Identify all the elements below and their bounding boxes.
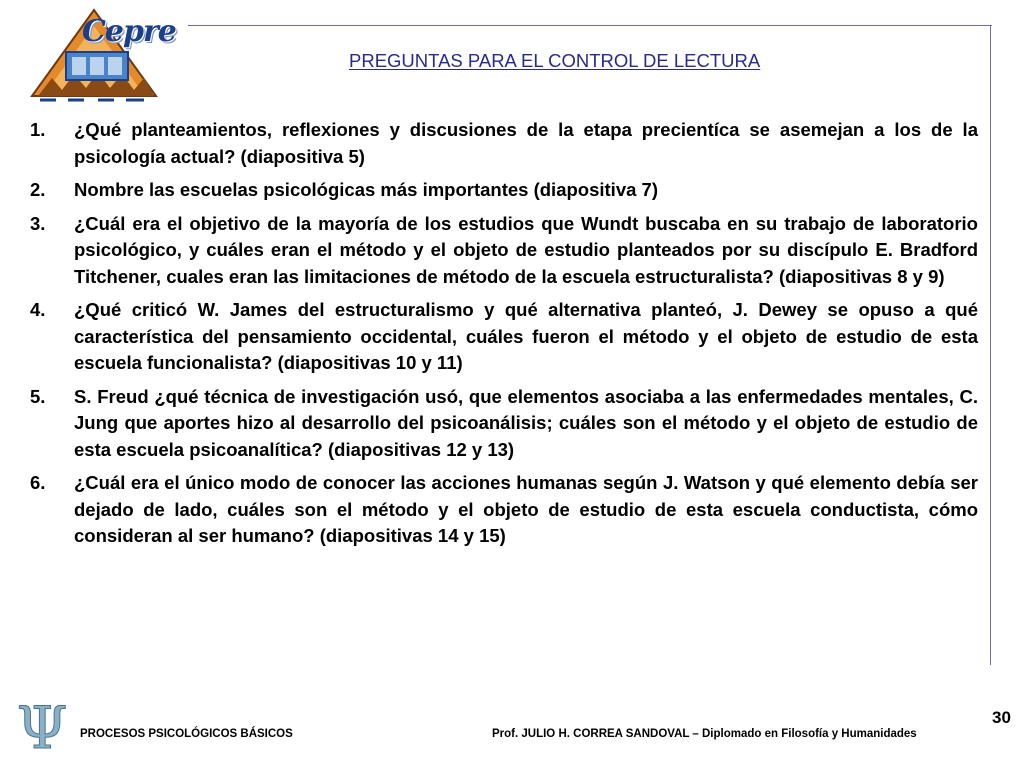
list-item — [30, 177, 978, 204]
item-text: S. Freud ¿qué técnica de investigación usó, que elementos asociaba a las enfermedades mentales, C. Jung que aportes hizo al desarrollo del psicoanálisis; cuáles son el método y el objeto de estudio de esta escuela psicoanalítica? (diapositivas 12 y 13) — [74, 385, 978, 460]
logo-text: Cepre — [82, 14, 176, 49]
list-item — [30, 211, 978, 291]
list-item — [30, 117, 978, 170]
item-number: 2. — [30, 179, 46, 200]
page-number: 30 — [992, 708, 1011, 727]
slide-title: PREGUNTAS PARA EL CONTROL DE LECTURA — [349, 50, 761, 71]
header-rule — [188, 25, 992, 26]
list-item — [30, 470, 978, 550]
right-rule — [990, 25, 991, 665]
item-text: ¿Qué criticó W. James del estructuralismo y qué alternativa planteó, J. Dewey se opuso a qué característica del pensamiento occidental, cuáles fueron el método y el objeto de estudio de esta escuela funcionalista? (diapositivas 10 y 11) — [74, 299, 978, 373]
psi-glyph: Ψ — [16, 698, 68, 756]
list-item — [30, 384, 978, 464]
item-number: 4. — [30, 299, 46, 320]
footer-course-title: PROCESOS PSICOLÓGICOS BÁSICOS — [80, 728, 293, 740]
item-text: ¿Qué planteamientos, reflexiones y discusiones de la etapa precientíca se asemejan a los de la psicología actual? (diapositiva 5) — [74, 119, 978, 167]
item-text: ¿Cuál era el único modo de conocer las acciones humanas según J. Watson y qué elemento debía ser dejado de lado, cuáles son el método y el objeto de estudio de esta escuela conductista, cómo consideran al ser humano? (diapositivas 14 y 15) — [74, 472, 978, 546]
item-text: ¿Cuál era el objetivo de la mayoría de los estudios que Wundt buscaba en su trabajo de laboratorio psicológico, y cuáles eran el método y el objeto de estudio planteados por su discípulo E. Bradford Titchener, cuales eran las limitaciones de método de la escuela estructuralista? (diapositivas 8 y 9) — [74, 212, 978, 287]
footer-author: Prof. JULIO H. CORREA SANDOVAL – Diplomado en Filosofía y Humanidades — [492, 728, 917, 740]
item-number: 1. — [30, 119, 46, 140]
question-list — [30, 117, 978, 557]
item-text: Nombre las escuelas psicológicas más importantes (diapositiva 7) — [74, 179, 658, 200]
item-number: 3. — [30, 212, 46, 234]
list-item — [30, 297, 978, 377]
item-number: 6. — [30, 472, 46, 493]
psi-symbol-icon — [10, 698, 74, 761]
item-number: 5. — [30, 385, 46, 407]
cepre-logo — [28, 8, 176, 104]
